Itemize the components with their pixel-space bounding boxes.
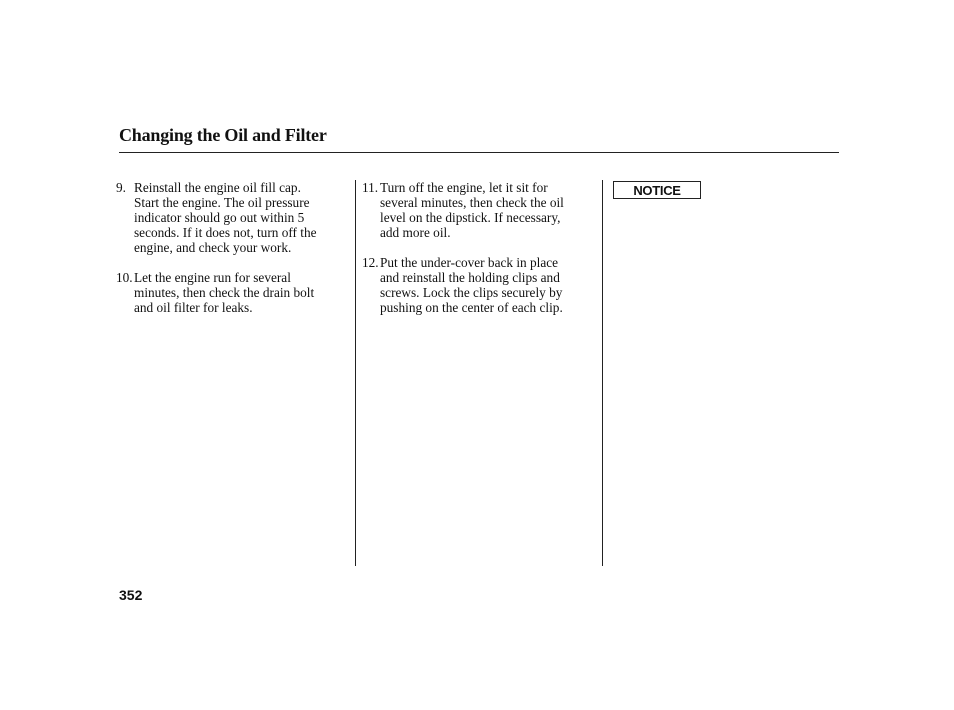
middle-column bbox=[362, 180, 598, 330]
step-number: 12. bbox=[362, 255, 379, 270]
step-item bbox=[362, 255, 598, 315]
title-rule bbox=[119, 152, 839, 153]
step-item bbox=[362, 180, 598, 240]
notice-box bbox=[613, 181, 701, 199]
step-text: Reinstall the engine oil fill cap. Start the engine. The oil pressure indicator should go out within 5 seconds. If it does not, turn off the engine, and check your work. bbox=[134, 180, 317, 255]
step-text: Turn off the engine, let it sit for several minutes, then check the oil level on the dipstick. If necessary, add more oil. bbox=[380, 180, 564, 240]
left-column bbox=[116, 180, 348, 330]
column-divider-left bbox=[355, 180, 356, 566]
step-text: Put the under-cover back in place and reinstall the holding clips and screws. Lock the clips securely by pushing on the center of each clip. bbox=[380, 255, 563, 315]
step-number: 9. bbox=[116, 180, 126, 195]
page-number: 352 bbox=[119, 587, 143, 603]
step-item bbox=[116, 180, 348, 255]
step-text: Let the engine run for several minutes, then check the drain bolt and oil filter for leaks. bbox=[134, 270, 315, 315]
column-divider-right bbox=[602, 180, 603, 566]
notice-label: NOTICE bbox=[633, 182, 681, 198]
step-number: 10. bbox=[116, 270, 133, 285]
page-title: Changing the Oil and Filter bbox=[119, 125, 327, 145]
step-number: 11. bbox=[362, 180, 379, 195]
step-item bbox=[116, 270, 348, 315]
